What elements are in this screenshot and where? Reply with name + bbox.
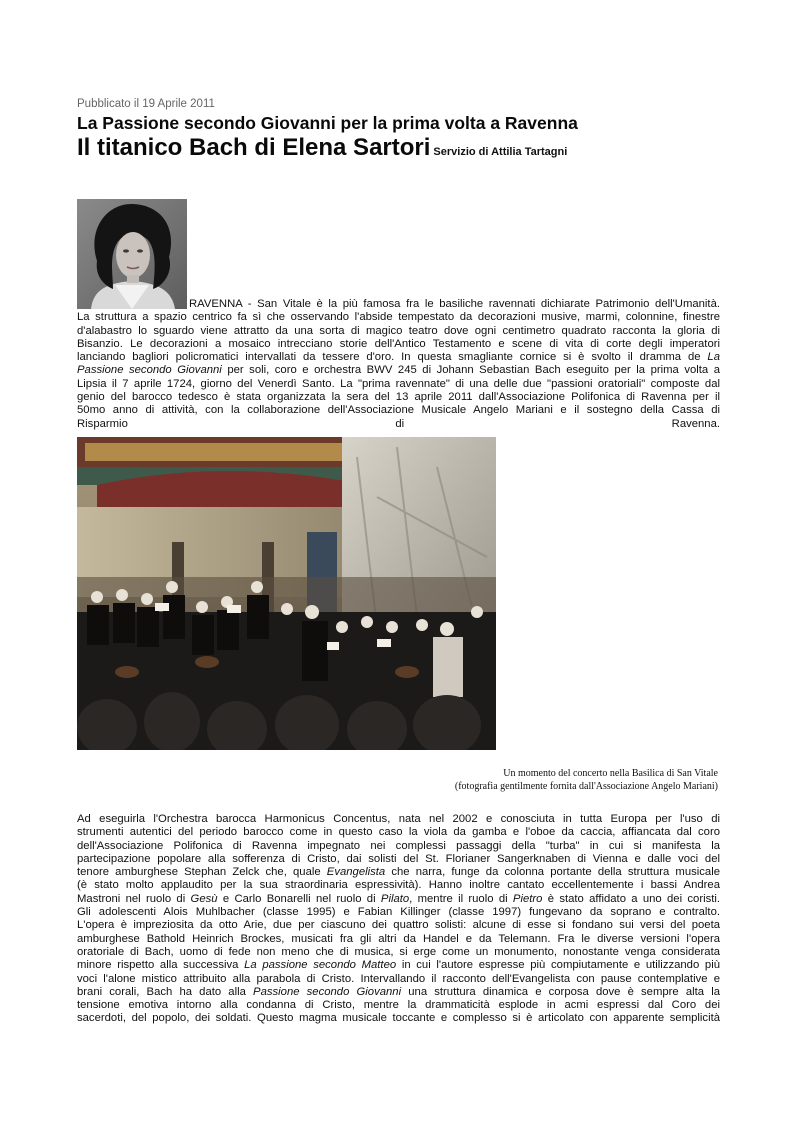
concert-photo [77, 437, 496, 750]
body-paragraph [77, 813, 720, 1026]
paragraph-line: La struttura a spazio centrico fa sì che osservando l'abside tempestato da decorazioni musive, marmi, colonnine, finestre [77, 311, 720, 324]
byline: Servizio di Attilia Tartagni [433, 146, 568, 158]
intro-paragraph [77, 298, 720, 431]
paragraph-line: (è stato molto applaudito per la sua straordinaria espressività). Hanno inoltre cantato eccellentemente i bassi Andrea [77, 879, 720, 892]
paragraph-line: Lipsia il 7 aprile 1724, giorno del Venerdì Santo. La "prima ravennate" di una delle due "passioni oratoriali" composte dal [77, 377, 720, 390]
paragraph-line: dell'Associazione Polifonica di Ravenna impegnato nei complessi passaggi della "turba" in cui si manifesta la [77, 839, 720, 852]
paragraph-line: sacerdoti, del popolo, dei soldati. Questo magma musicale toccante e complesso si è articolato con apparente semplicità [77, 1012, 720, 1025]
paragraph-line: Bisanzio. Le decorazioni a mosaico intrecciano storie dell'Antico Testamento e scene di vita di corte degli imperatori [77, 337, 720, 350]
paragraph-line: d'alabastro lo sguardo viene attratto da una sorta di magico teatro dove ogni centimetro quadrato racconta la gloria di [77, 324, 720, 337]
paragraph-line: Passione secondo Giovanni per soli, coro e orchestra BWV 245 di Johann Sebastian Bach eseguito per la prima volta a [77, 364, 720, 377]
publication-date: Pubblicato il 19 Aprile 2011 [77, 98, 215, 110]
paragraph-line: tenore amburghese Stephan Zelck che, quale Evangelista che narra, funge da colonna portante della struttura musicale [77, 866, 721, 879]
paragraph-line: 50mo anno di attività, con la collaborazione dell'Associazione Musicale Angelo Mariani e il sostegno della Cassa di [77, 404, 720, 417]
title-line [77, 134, 567, 162]
paragraph-line: brani corali, Bach ha dato alla Passione secondo Giovanni una struttura dinamica e corposa dove è sempre alta la [77, 985, 721, 998]
portrait-image [77, 199, 187, 309]
article-title: Il titanico Bach di Elena Sartori [77, 134, 431, 161]
paragraph-line: RAVENNA - San Vitale è la più famosa fra le basiliche ravennati dichiarate Patrimonio dell'Umanità. [189, 298, 720, 310]
caption-credit: (fotografia gentilmente fornita dall'Associazione Angelo Mariani) [454, 780, 718, 792]
caption-text: Un momento del concerto nella Basilica di San Vitale [503, 768, 718, 779]
paragraph-line: partecipazione popolare alla sofferenza di Cristo, dai solisti del St. Florianer Sangerknaben di Vienna e dalle voci del [77, 852, 720, 865]
paragraph-line: lanciando bagliori policromatici intervallati da tessere d'oro. In questa smagliante cornice si è svolto il dramma de La [77, 351, 720, 364]
paragraph-line: Gli adolescenti Alois Muhlbacher (classe 1995) e Fabian Killinger (classe 1997) fungevano da soprano e contralto. [77, 906, 720, 919]
paragraph-line: Ad eseguirla l'Orchestra barocca Harmonicus Concentus, nata nel 2002 e conosciuta in tutta Europa per l'uso di [77, 813, 720, 825]
paragraph-line: Mastroni nel ruolo di Gesù e Carlo Bonarelli nel ruolo di Pilato, mentre il ruolo di Pietro è stato affidato a uno dei coristi. [77, 892, 721, 905]
paragraph-line: minore rispetto alla successiva La passione secondo Matteo in cui l'autore espresse più compiutamente e utilizzando più [77, 959, 720, 972]
paragraph-line: Risparmio di Ravenna. [77, 417, 721, 430]
article-subtitle: La Passione secondo Giovanni per la prima volta a Ravenna [77, 113, 578, 133]
paragraph-line: voci l'alone mistico attribuito alla parabola di Cristo. Intervallando il racconto dell'Evangelista con pause contemplative e [77, 972, 720, 985]
paragraph-line: strumenti autentici del periodo barocco come in questo caso la viola da gamba e l'oboe da caccia, affiancata dal coro [77, 826, 720, 839]
photo-caption [455, 768, 718, 793]
paragraph-line: L'opera è impreziosita da otto Arie, due per ciascuno dei quattro solisti: alcune di esse si fondano sui versi del poeta [77, 919, 720, 932]
paragraph-line: genio del barocco tedesco è stata organizzata la sera del 13 aprile 2011 dall'Associazione Polifonica di Ravenna per il [77, 391, 720, 404]
paragraph-line: oratoriale di Bach, uomo di fede non meno che di musica, si erge come un monumento, nonostante venga considerata [77, 945, 720, 958]
paragraph-line: tensione emotiva intorno alla condanna di Cristo, mentre la drammaticità esplode in acmi espressi dal Coro dei [77, 999, 720, 1012]
paragraph-line: amburghese Bathold Heinrich Brockes, musicati fra gli altri da Handel e da Telemann. Fra le diverse versioni l'opera [77, 932, 720, 945]
